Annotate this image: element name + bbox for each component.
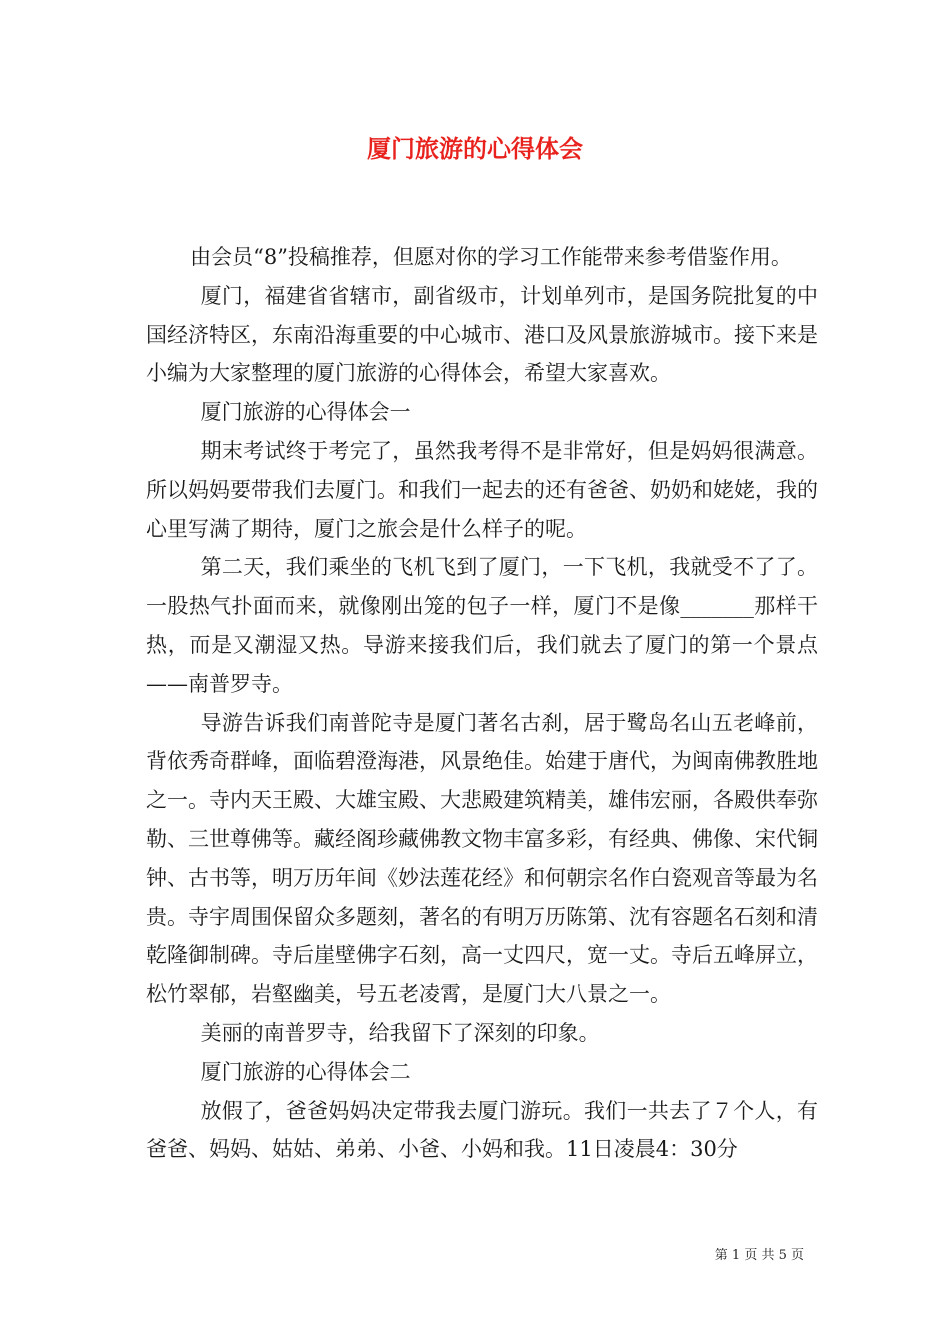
section-heading-one: 厦门旅游的心得体会一 <box>200 400 411 425</box>
paragraph-intro: 由会员“8”投稿推荐，但愿对你的学习工作能带来参考借鉴作用。 <box>190 245 792 269</box>
paragraph: 美丽的南普罗寺，给我留下了深刻的印象。 <box>200 1020 600 1045</box>
document-title: 厦门旅游的心得体会 <box>367 134 583 163</box>
paragraph: 期末考试终于考完了，虽然我考得不是非常好，但是妈妈很满意。所以妈妈要带我们去厦门。和我们一起去的还有爸爸、奶奶和姥姥，我的心里写满了期待，厦门之旅会是什么样子的呢。 <box>146 438 818 541</box>
paragraph: 导游告诉我们南普陀寺是厦门著名古刹，居于鹭岛名山五老峰前，背依秀奇群峰，面临碧澄海港，风景绝佳。始建于唐代，为闽南佛教胜地之一。寺内天王殿、大雄宝殿、大悲殿建筑精美，雄伟宏丽，各殿供奉弥勒、三世尊佛等。藏经阁珍藏佛教文物丰富多彩，有经典、佛像、宋代铜钟、古书等，明万历年间《妙法莲花经》和何朝宗名作白瓷观音等最为名贵。寺宇周围保留众多题刻，著名的有明万历陈第、沈有容题名石刻和清乾隆御制碑。寺后崖壁佛字石刻，高一丈四尺，宽一丈。寺后五峰屏立，松竹翠郁，岩壑幽美，号五老凌霄，是厦门大八景之一。 <box>146 710 818 1007</box>
paragraph: 第二天，我们乘坐的飞机飞到了厦门，一下飞机，我就受不了了。一股热气扑面而来，就像刚出笼的包子一样，厦门不是像_______那样干热，而是又潮湿又热。导游来接我们后，我们就去了厦门的第一个景点——南普罗寺。 <box>146 555 818 696</box>
paragraph: 放假了，爸爸妈妈决定带我去厦门游玩。我们一共去了７个人，有爸爸、妈妈、姑姑、弟弟、小爸、小妈和我。11日凌晨4：30分 <box>146 1098 818 1162</box>
document-body <box>146 238 818 1169</box>
section-heading-two: 厦门旅游的心得体会二 <box>200 1059 411 1084</box>
paragraph-xiamen-overview: 厦门，福建省省辖市，副省级市，计划单列市，是国务院批复的中国经济特区，东南沿海重要的中心城市、港口及风景旅游城市。接下来是小编为大家整理的厦门旅游的心得体会，希望大家喜欢。 <box>146 283 818 386</box>
page-number-footer: 第 1 页 共 5 页 <box>714 1248 804 1263</box>
